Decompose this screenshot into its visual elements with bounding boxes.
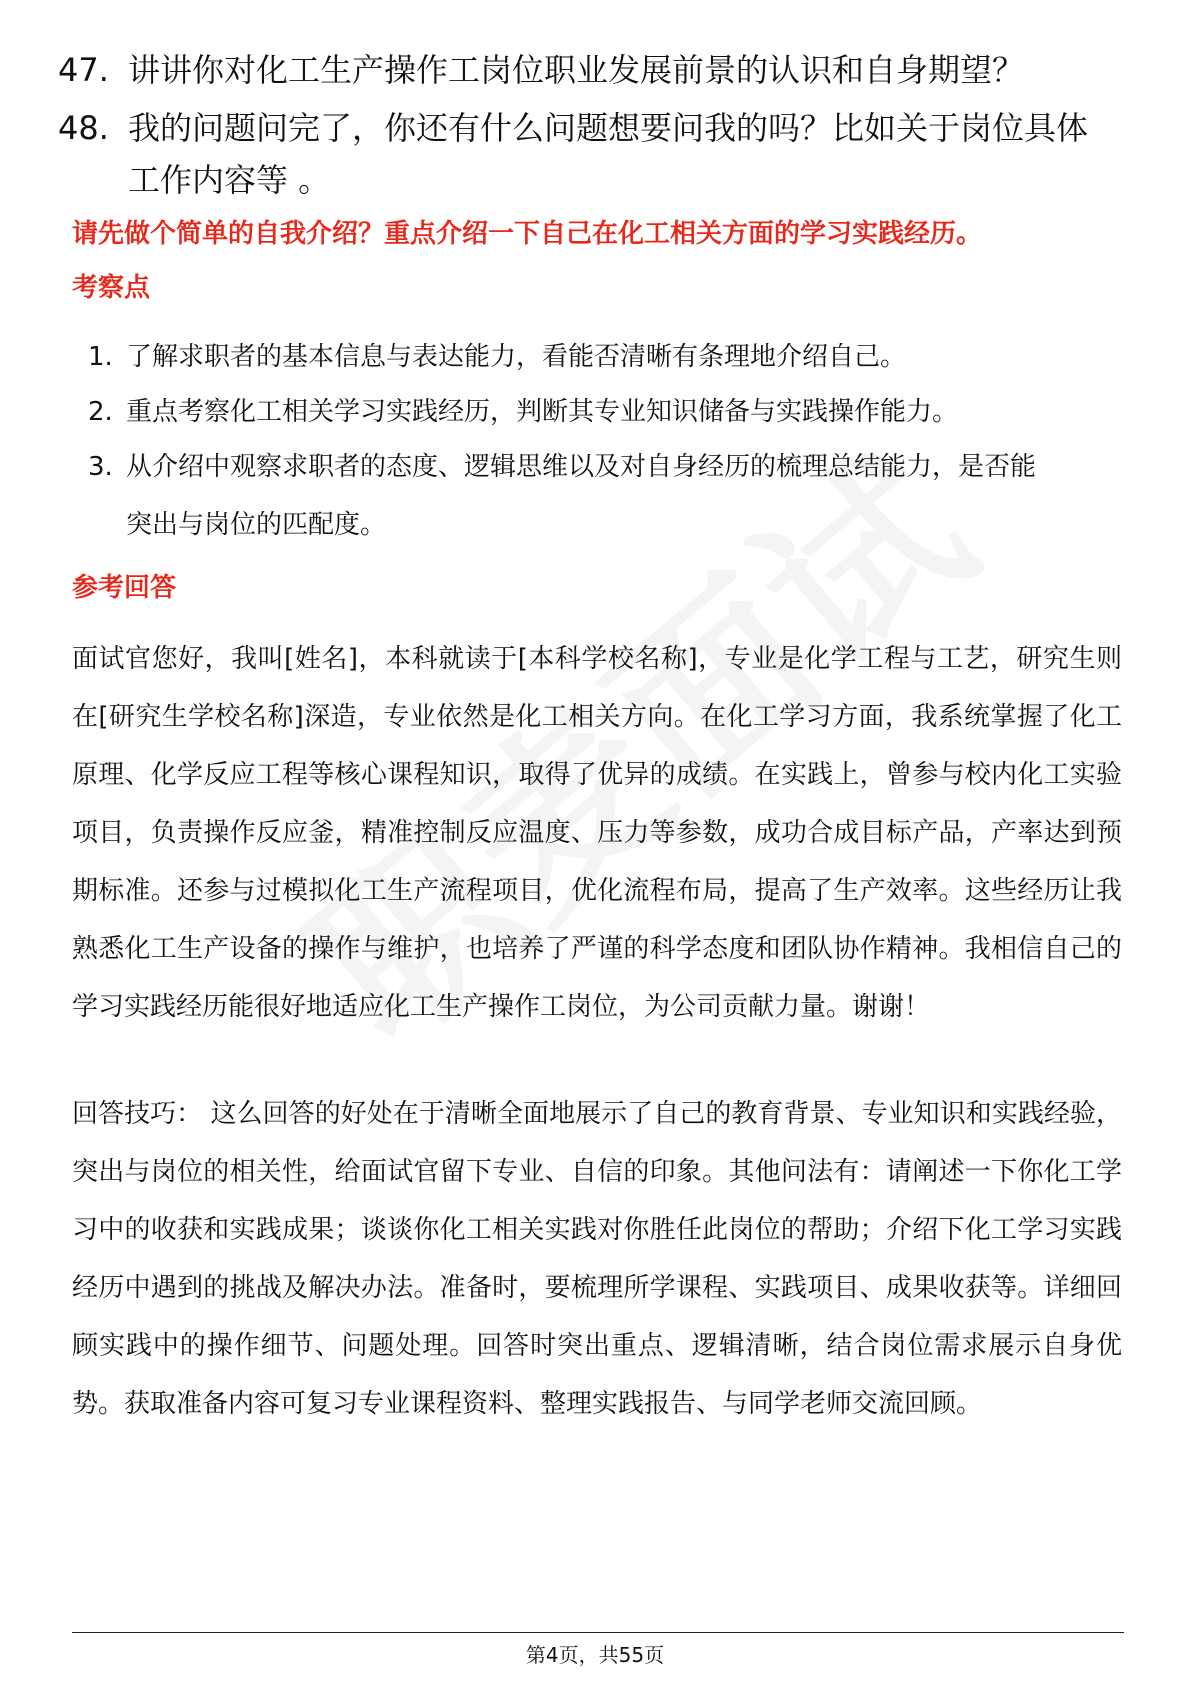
question-number: 48. — [58, 109, 109, 147]
list-item — [88, 438, 1038, 554]
list-item-number: 1. — [88, 342, 113, 372]
list-item-text: 重点考察化工相关学习实践经历，判断其专业知识储备与实践操作能力。 — [126, 397, 959, 427]
answer-heading: 参考回答 — [72, 573, 177, 603]
list-item — [88, 328, 1118, 386]
question-text: 讲讲你对化工生产操作工岗位职业发展前景的认识和自身期望？ — [128, 51, 1025, 89]
list-item-text: 从介绍中观察求职者的态度、逻辑思维以及对自身经历的梳理总结能力，是否能突出与岗位的匹配度。 — [126, 452, 1037, 540]
section-question-title: 请先做个简单的自我介绍？重点介绍一下自己在化工相关方面的学习实践经历。 — [72, 219, 983, 249]
tips-paragraph: 回答技巧： 这么回答的好处在于清晰全面地展示了自己的教育背景、专业知识和实践经验，突出与岗位的相关性，给面试官留下专业、自信的印象。其他问法有：请阐述一下你化工学习中的收获和实践成果；谈谈你化工相关实践对你胜任此岗位的帮助；介绍下化工学习实践经历中遇到的挑战及解决办法。准备时，要梳理所学课程、实践项目、成果收获等。详细回顾实践中的操作细节、问题处理。回答时突出重点、逻辑清晰，结合岗位需求展示自身优势。获取准备内容可复习专业课程资料、整理实践报告、与同学老师交流回顾。 — [72, 1099, 1122, 1419]
question-number: 47. — [58, 51, 109, 89]
question-text: 我的问题问完了，你还有什么问题想要问我的吗？比如关于岗位具体工作内容等 。 — [128, 109, 1089, 199]
answer-paragraph: 面试官您好，我叫[姓名]，本科就读于[本科学校名称]，专业是化学工程与工艺，研究生则在[研究生学校名称]深造，专业依然是化工相关方向。在化工学习方面，我系统掌握了化工原理、化学反应工程等核心课程知识，取得了优异的成绩。在实践上，曾参与校内化工实验项目，负责操作反应釜，精准控制反应温度、压力等参数，成功合成目标产品，产率达到预期标准。还参与过模拟化工生产流程项目，优化流程布局，提高了生产效率。这些经历让我熟悉化工生产设备的操作与维护，也培养了严谨的科学态度和团队协作精神。我相信自己的学习实践经历能很好地适应化工生产操作工岗位，为公司贡献力量。谢谢！ — [72, 644, 1122, 1022]
question-item — [58, 44, 1118, 96]
footer-divider — [72, 1632, 1124, 1633]
list-item-text: 了解求职者的基本信息与表达能力，看能否清晰有条理地介绍自己。 — [126, 342, 907, 372]
list-item — [88, 383, 1118, 441]
page-number: 第4页，共55页 — [525, 1643, 665, 1667]
list-item-number: 2. — [88, 397, 113, 427]
points-heading: 考察点 — [72, 273, 151, 303]
list-item-number: 3. — [88, 452, 113, 482]
question-item — [58, 102, 1118, 206]
